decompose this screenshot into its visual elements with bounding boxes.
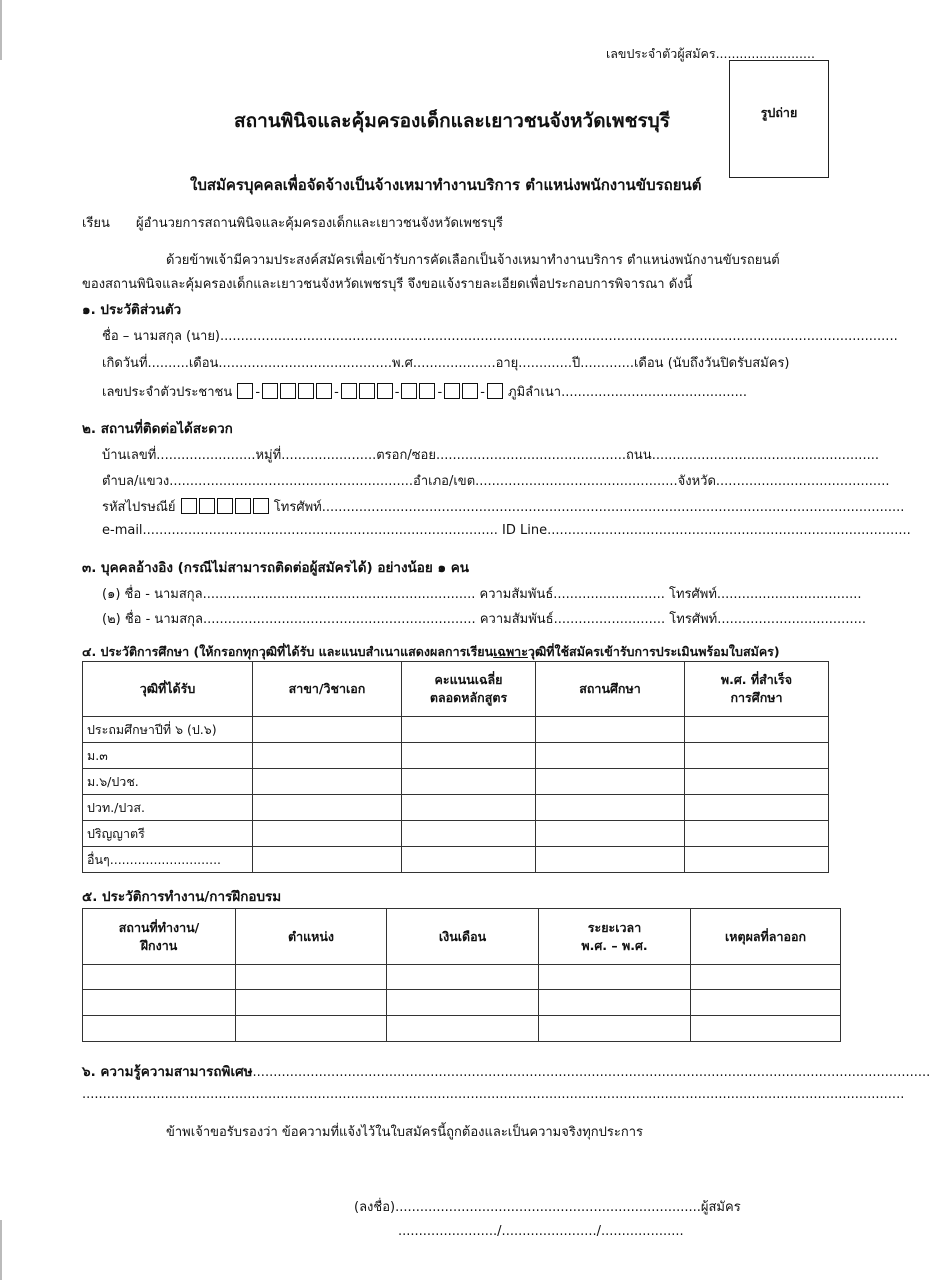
education-cell[interactable]: [685, 717, 829, 743]
education-table: [82, 661, 829, 873]
table-row: [83, 795, 829, 821]
education-cell[interactable]: [685, 847, 829, 873]
table-row: [83, 769, 829, 795]
table-row: [83, 990, 841, 1016]
col-institution: สถานศึกษา: [536, 662, 685, 717]
education-cell[interactable]: [685, 743, 829, 769]
work-history-table: [82, 908, 841, 1042]
photo-label: รูปถ่าย: [760, 105, 798, 120]
table-row: [83, 847, 829, 873]
scan-edge: [0, 1220, 2, 1280]
degree-label: อื่นๆ............................: [83, 847, 253, 873]
col-period: ระยะเวลา พ.ศ. – พ.ศ.: [539, 909, 691, 965]
scan-edge: [0, 0, 2, 60]
reference-1-field[interactable]: (๑) ชื่อ - นามสกุล.................................................................. ความสัมพันธ์........................... โทรศัพท์...................................: [102, 587, 862, 602]
education-cell[interactable]: [536, 717, 685, 743]
degree-label: ประถมศึกษาปีที่ ๖ (ป.๖): [83, 717, 253, 743]
col-major: สาขา/วิชาเอก: [253, 662, 402, 717]
email-line-field[interactable]: e-mail...................................................................................... ID Line........................................................................................: [102, 523, 911, 538]
education-cell[interactable]: [402, 717, 536, 743]
salutation-label: เรียน: [82, 216, 110, 231]
degree-label: ปวท./ปวส.: [83, 795, 253, 821]
work-header-row: [83, 909, 841, 965]
education-cell[interactable]: [402, 743, 536, 769]
photo-box: [729, 60, 829, 178]
education-cell[interactable]: [685, 821, 829, 847]
section2-heading: ๒. สถานที่ติดต่อได้สะดวก: [82, 421, 233, 437]
col-position: ตำแหน่ง: [236, 909, 387, 965]
signature-field[interactable]: (ลงชื่อ)..........................................................................ผู้สมัคร: [354, 1200, 741, 1215]
citizen-id-boxes[interactable]: - - - - -: [236, 385, 508, 400]
col-gpa: คะแนนเฉลี่ย ตลอดหลักสูตร: [402, 662, 536, 717]
hometown-field[interactable]: ภูมิลำเนา.............................................: [508, 385, 748, 400]
education-cell[interactable]: [536, 847, 685, 873]
section4-heading: ๔. ประวัติการศึกษา (ให้กรอกทุกวุฒิที่ได้รับ และแนบสำเนาแสดงผลการเรียนเฉพาะวุฒิที่ใช้สมัครเข้ารับการประเมินพร้อมใบสมัคร): [82, 644, 780, 659]
col-reason-left: เหตุผลที่ลาออก: [691, 909, 841, 965]
postal-code-boxes[interactable]: [180, 500, 270, 515]
education-cell[interactable]: [402, 821, 536, 847]
education-cell[interactable]: [253, 847, 402, 873]
page-title: สถานพินิจและคุ้มครองเด็กและเยาวชนจังหวัดเพชรบุรี: [234, 110, 670, 132]
degree-label: ม.๖/ปวช.: [83, 769, 253, 795]
education-cell[interactable]: [536, 795, 685, 821]
education-cell[interactable]: [536, 769, 685, 795]
degree-label: ม.๓: [83, 743, 253, 769]
table-row: [83, 821, 829, 847]
intro-line-2: ของสถานพินิจและคุ้มครองเด็กและเยาวชนจังหวัดเพชรบุรี จึงขอแจ้งรายละเอียดเพื่อประกอบการพิจารณา ดังนี้: [82, 277, 693, 292]
salutation-recipient: ผู้อำนวยการสถานพินิจและคุ้มครองเด็กและเยาวชนจังหวัดเพชรบุรี: [136, 216, 503, 231]
district-province-field[interactable]: ตำบล/แขวง...........................................................อำเภอ/เขต.................................................จังหวัด..........................................: [102, 474, 890, 489]
section6-heading: ๖. ความรู้ความสามารถพิเศษ: [82, 1064, 253, 1080]
date-field[interactable]: ......................../......................./....................: [398, 1224, 684, 1239]
table-row: [83, 965, 841, 990]
col-degree: วุฒิที่ได้รับ: [83, 662, 253, 717]
education-cell[interactable]: [253, 821, 402, 847]
education-cell[interactable]: [402, 795, 536, 821]
name-field[interactable]: ชื่อ – นามสกุล (นาย)....................................................................................................................................................................: [102, 329, 898, 344]
table-row: [83, 743, 829, 769]
phone-field[interactable]: โทรศัพท์.............................................................................................................................................: [273, 500, 905, 515]
education-cell[interactable]: [253, 743, 402, 769]
table-row: [83, 717, 829, 743]
certification-statement: ข้าพเจ้าขอรับรองว่า ข้อความที่แจ้งไว้ในใบสมัครนี้ถูกต้องและเป็นความจริงทุกประการ: [166, 1125, 644, 1140]
special-skills-field[interactable]: ....................................................................................................................................................................: [252, 1065, 930, 1080]
reference-2-field[interactable]: (๒) ชื่อ - นามสกุล.................................................................. ความสัมพันธ์........................... โทรศัพท์....................................: [102, 612, 866, 627]
education-cell[interactable]: [536, 743, 685, 769]
education-cell[interactable]: [685, 795, 829, 821]
col-grad-year: พ.ศ. ที่สำเร็จ การศึกษา: [685, 662, 829, 717]
education-cell[interactable]: [402, 769, 536, 795]
education-cell[interactable]: [253, 795, 402, 821]
citizen-id-label: เลขประจำตัวประชาชน: [102, 385, 233, 400]
special-skills-row: [82, 1060, 930, 1082]
intro-line-1: ด้วยข้าพเจ้ามีความประสงค์สมัครเพื่อเข้ารับการคัดเลือกเป็นจ้างเหมาทำงานบริการ ตำแหน่งพนักงานขับรถยนต์: [166, 253, 780, 268]
applicant-number-field[interactable]: เลขประจำตัวผู้สมัคร.........................: [606, 46, 815, 61]
education-cell[interactable]: [536, 821, 685, 847]
address-field[interactable]: บ้านเลขที่........................หมู่ที่.......................ตรอก/ซอย..............................................ถนน.......................................................: [102, 448, 879, 463]
degree-label: ปริญญาตรี: [83, 821, 253, 847]
section1-heading: ๑. ประวัติส่วนตัว: [82, 302, 182, 318]
education-cell[interactable]: [685, 769, 829, 795]
postal-code-label: รหัสไปรษณีย์: [102, 500, 176, 515]
birth-age-field[interactable]: เกิดวันที่..........เดือน..........................................พ.ศ....................อายุ.............ปี.............เดือน (นับถึงวันปิดรับสมัคร): [102, 356, 790, 371]
section5-heading: ๕. ประวัติการทำงาน/การฝึกอบรม: [82, 889, 282, 905]
table-row: [83, 1016, 841, 1042]
section3-heading: ๓. บุคคลอ้างอิง (กรณีไม่สามารถติดต่อผู้สมัครได้) อย่างน้อย ๑ คน: [82, 560, 470, 576]
form-subtitle: ใบสมัครบุคคลเพื่อจัดจ้างเป็นจ้างเหมาทำงานบริการ ตำแหน่งพนักงานขับรถยนต์: [190, 176, 702, 194]
col-workplace: สถานที่ทำงาน/ ฝึกงาน: [83, 909, 236, 965]
special-skills-field-2[interactable]: .......................................................................................................................................................................................................: [82, 1087, 905, 1102]
postal-phone-row: [102, 496, 904, 517]
education-cell[interactable]: [402, 847, 536, 873]
education-cell[interactable]: [253, 769, 402, 795]
education-header-row: [83, 662, 829, 717]
education-cell[interactable]: [253, 717, 402, 743]
citizen-id-row: [102, 381, 747, 402]
col-salary: เงินเดือน: [387, 909, 539, 965]
